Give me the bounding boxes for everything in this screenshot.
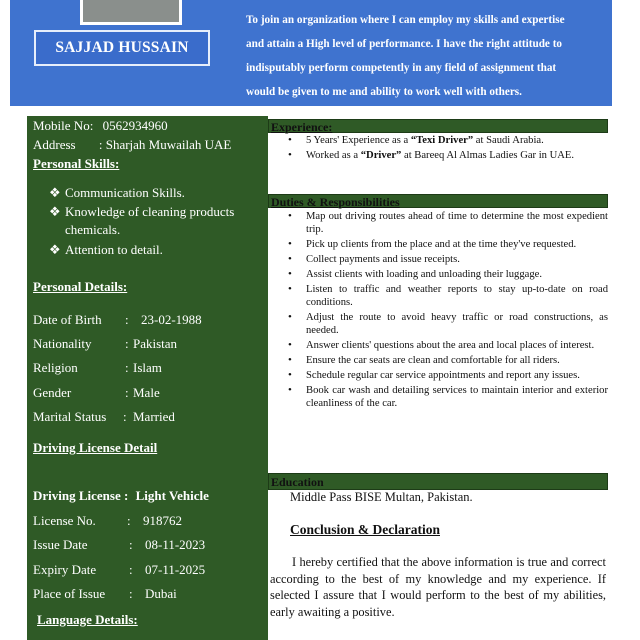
duty-item: • Assist clients with loading and unloading their luggage.: [268, 268, 608, 281]
duty-item: • Ensure the car seats are clean and comfortable for all riders.: [268, 354, 608, 367]
mobile-row: [33, 118, 168, 134]
resume-header: [10, 0, 612, 106]
duties-heading: Duties & Responsibilities: [268, 194, 608, 208]
profile-photo: [80, 0, 182, 25]
detail-row-gender: Gender : Male: [33, 385, 160, 400]
address-row: [33, 137, 231, 153]
diamond-bullet-icon: ❖: [49, 242, 61, 257]
duty-item: • Collect payments and issue receipts.: [268, 253, 608, 266]
duty-item: • Listen to traffic and weather reports to stay up-to-date on road conditions.: [268, 283, 608, 309]
duty-item: • Book car wash and detailing services to maintain interior and exterior cleanliness of the car.: [268, 384, 608, 410]
detail-row-dob: Date of Birth : 23-02-1988: [33, 312, 202, 327]
experience-heading: Experience:: [268, 119, 608, 133]
detail-row-religion: Religion : Islam: [33, 360, 162, 375]
experience-list: [268, 134, 608, 164]
objective-line: and attain a High level of performance. I have the right attitude to: [246, 38, 563, 50]
duty-item: • Pick up clients from the place and at the time they've requested.: [268, 238, 608, 251]
mobile-value: 0562934960: [102, 118, 168, 133]
conclusion-text: I hereby certified that the above information is true and correct according to the best of my knowledge and my experience. If selected I assure that I would perform to the best of my abilities, early awaiting a positive.: [270, 555, 606, 619]
driving-license-heading: Driving License Detail: [33, 440, 158, 455]
place-of-issue-row: Place of Issue : Dubai: [33, 586, 177, 601]
career-objective: [246, 8, 606, 104]
language-details-heading: Language Details:: [37, 612, 138, 627]
personal-skills-heading: Personal Skills:: [33, 156, 120, 171]
objective-line: indisputably perform competently in any field of assignment that: [246, 62, 557, 74]
expiry-date-row: Expiry Date : 07-11-2025: [33, 562, 206, 577]
issue-date-row: Issue Date : 08-11-2023: [33, 537, 206, 552]
left-sidebar: Mobile No: 0562934960 Address : Sharjah Muwailah UAE Personal Skills: ❖ Communication Skills. ❖ Knowledge of cleaning products chemicals. ❖ Attention to detail. Personal Details: Date of Birth : 23-02-1988 Nationality : Pakistan Religion : Islam Gender : Male Marital Status : Married Driving License Detail Driving License : Light Vehicle License No. : 918762 Issue Date : 08-11-2023 Expiry Date : 07-11-2025 Place of Issue : Dubai Language Details:: [27, 116, 268, 640]
address-label: Address: [33, 137, 76, 152]
objective-line: would be given to me and ability to work well with others.: [246, 86, 522, 98]
detail-row-marital-status: Marital Status : Married: [33, 409, 175, 424]
experience-item: • 5 Years' Experience as a “Texi Driver” at Saudi Arabia.: [268, 134, 608, 147]
mobile-label: Mobile No:: [33, 118, 94, 133]
license-no-row: License No. : 918762: [33, 513, 182, 528]
experience-item: • Worked as a “Driver” at Bareeq Al Almas Ladies Gar in UAE.: [268, 149, 608, 162]
duty-item: • Adjust the route to avoid heavy traffic or road constructions, as needed.: [268, 311, 608, 337]
education-value: Middle Pass BISE Multan, Pakistan.: [290, 490, 473, 504]
address-value: : Sharjah Muwailah UAE: [98, 137, 232, 152]
main-content: [268, 116, 612, 640]
education-heading: Education: [268, 473, 608, 490]
candidate-name: SAJJAD HUSSAIN: [34, 30, 210, 66]
duties-list: [268, 210, 608, 412]
diamond-bullet-icon: ❖: [49, 185, 61, 200]
objective-line: To join an organization where I can employ my skills and expertise: [246, 14, 565, 26]
license-type-row: Driving License : Light Vehicle: [33, 488, 209, 503]
diamond-bullet-icon: ❖: [49, 204, 61, 219]
duty-item: • Schedule regular car service appointments and report any issues.: [268, 369, 608, 382]
duty-item: • Map out driving routes ahead of time to determine the most expedient trip.: [268, 210, 608, 236]
duty-item: • Answer clients' questions about the area and local places of interest.: [268, 339, 608, 352]
conclusion-heading: Conclusion & Declaration: [290, 522, 440, 537]
detail-row-nationality: Nationality : Pakistan: [33, 336, 178, 351]
personal-details-heading: Personal Details:: [33, 279, 128, 294]
